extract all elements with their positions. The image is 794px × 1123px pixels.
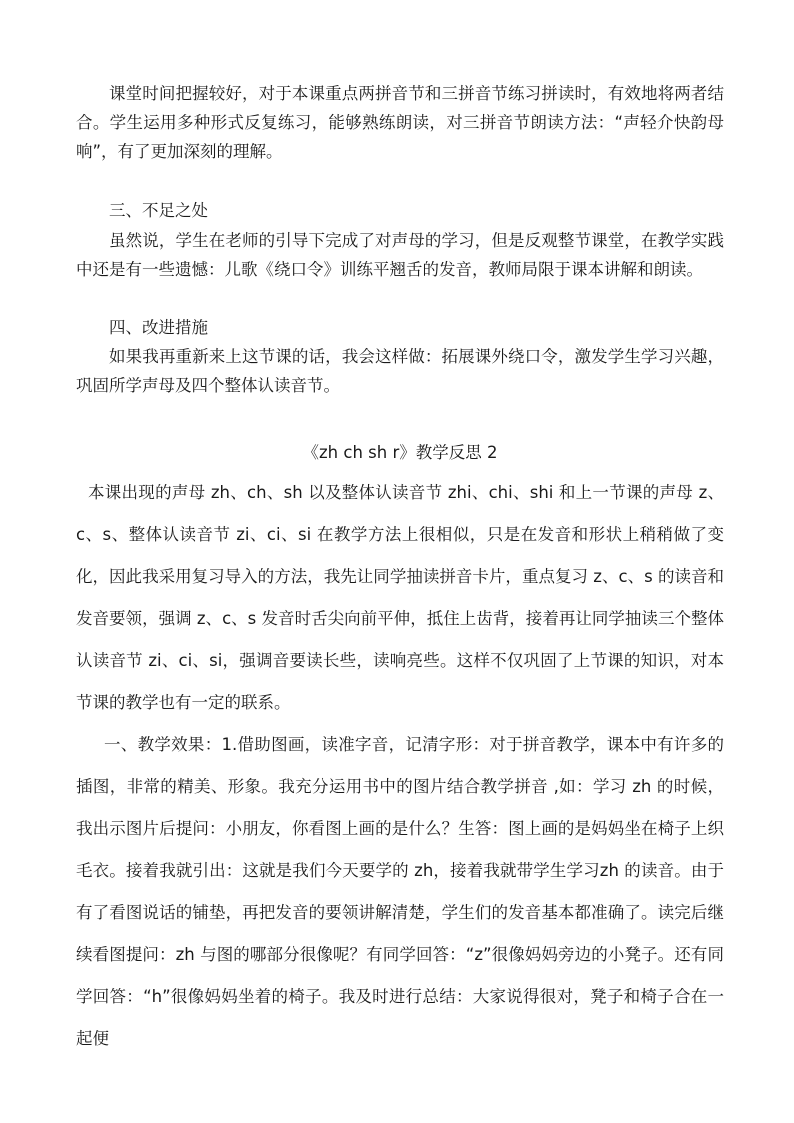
paragraph-shortcomings: 虽然说，学生在老师的引导下完成了对声母的学习，但是反观整节课堂，在教学实践中还是有一些遗憾：儿歌《绕口令》训练平翘舌的发音，教师局限于课本讲解和朗读。: [76, 231, 724, 279]
paragraph-intro: 本课出现的声母 zh、ch、sh 以及整体认读音节 zhi、chi、shi 和上一节课的声母 z、c、s、整体认读音节 zi、ci、si 在教学方法上很相似，只是在发音和形状上稍稍做了变化，因此我采用复习导入的方法，我先让同学抽读拼音卡片，重点复习 z、c、s 的读音和发音要领，强调 z、c、s 发音时舌尖向前平伸，抵住上齿背，接着再让同学抽读三个整体认读音节 zi、ci、si，强调音要读长些，读响亮些。这样不仅巩固了上节课的知识，对本节课的教学也有一定的联系。: [76, 483, 724, 712]
paragraph-improvements: 如果我再重新来上这节课的话，我会这样做：拓展课外绕口令，激发学生学习兴趣，巩固所学声母及四个整体认读音节。: [76, 347, 724, 395]
section-title: 《zh ch sh r》教学反思 2: [302, 443, 498, 462]
heading-improvements: 四、改进措施: [109, 318, 208, 337]
paragraph-classroom-time: 课堂时间把握较好，对于本课重点两拼音节和三拼音节练习拼读时，有效地将两者结合。学生运用多种形式反复练习，能够熟练朗读，对三拼音节朗读方法：“声轻介快韵母响”，有了更加深刻的理解。: [76, 84, 724, 161]
heading-shortcomings: 三、不足之处: [109, 201, 208, 220]
paragraph-teaching-effect: 一、教学效果：1.借助图画，读准字音，记清字形：对于拼音教学，课本中有许多的插图，非常的精美、形象。我充分运用书中的图片结合教学拼音 ,如：学习 zh 的时候，我出示图片后提问：小朋友，你看图上画的是什么？生答：图上画的是妈妈坐在椅子上织毛衣。接着我就引出：这就是我们今天要学的 zh，接着我就带学生学习zh 的读音。由于有了看图说话的铺垫，再把发音的要领讲解清楚，学生们的发音基本都准确了。读完后继续看图提问：zh 与图的哪部分很像呢？有同学回答：“z”很像妈妈旁边的小凳子。还有同学回答：“h”很像妈妈坐着的椅子。我及时进行总结：大家说得很对，凳子和椅子合在一起便: [76, 735, 724, 1048]
